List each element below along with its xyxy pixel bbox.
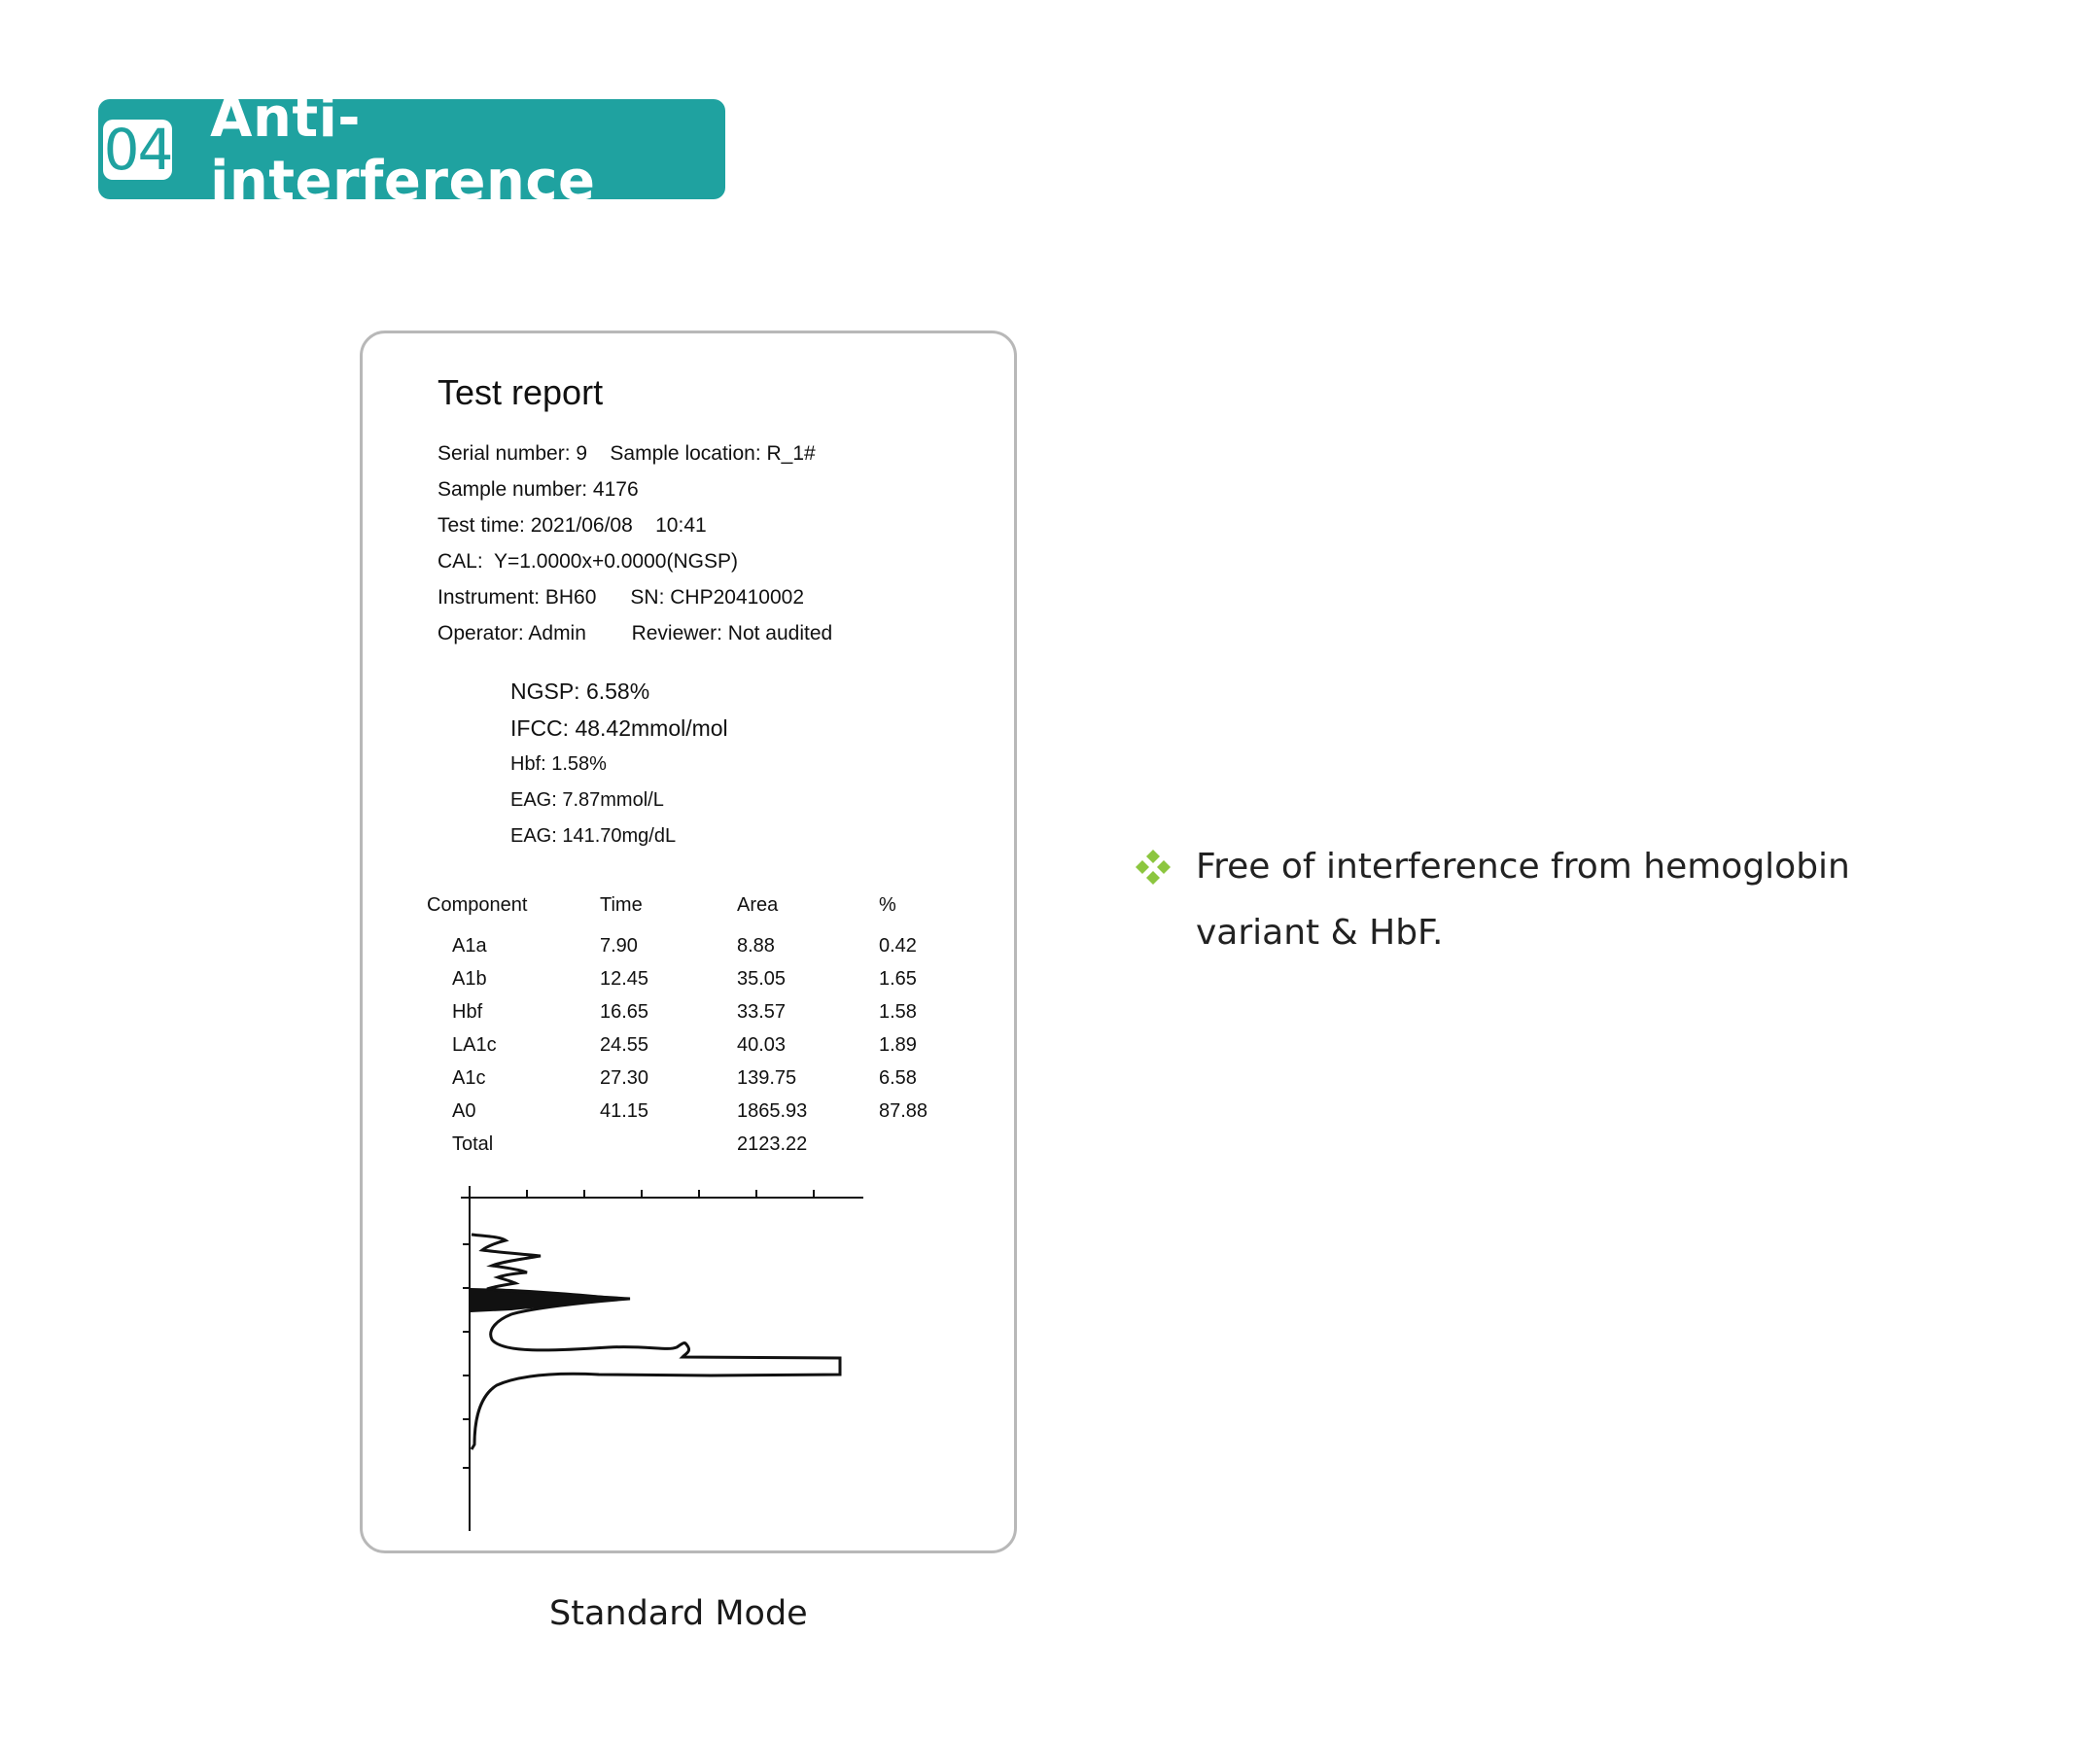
result-ifcc: IFCC: 48.42mmol/mol: [510, 715, 728, 741]
row-la1c-time: 24.55: [600, 1034, 649, 1056]
section-heading: [98, 86, 725, 213]
test-report-card: [360, 331, 1017, 1553]
row-a1a-percent: 0.42: [879, 935, 917, 957]
row-total-area: 2123.22: [737, 1133, 808, 1155]
row-a1a-component: A1a: [452, 935, 487, 957]
row-a1b-area: 35.05: [737, 968, 787, 990]
row-a1a-area: 8.88: [737, 935, 775, 957]
meta-calibration: CAL: Y=1.0000x+0.0000(NGSP): [438, 550, 738, 573]
row-la1c-percent: 1.89: [879, 1034, 917, 1056]
result-ngsp: NGSP: 6.58%: [510, 679, 650, 704]
row-hbf-time: 16.65: [600, 1001, 649, 1023]
row-a0-component: A0: [452, 1100, 476, 1122]
row-la1c-component: LA1c: [452, 1034, 497, 1056]
row-a1b-percent: 1.65: [879, 968, 917, 990]
row-a0-percent: 87.88: [879, 1100, 928, 1122]
meta-sample-number: Sample number: 4176: [438, 478, 639, 501]
meta-instrument: Instrument: BH60 SN: CHP20410002: [438, 586, 805, 609]
meta-serial-line: Serial number: 9 Sample location: R_1#: [438, 442, 816, 465]
row-a1b-time: 12.45: [600, 968, 649, 990]
row-a1c-area: 139.75: [737, 1067, 797, 1089]
table-header-area: Area: [737, 894, 779, 916]
row-a1a-time: 7.90: [600, 935, 638, 957]
four-diamond-icon: [1134, 848, 1172, 887]
chromatogram-chart: [443, 1186, 910, 1546]
row-a1c-component: A1c: [452, 1067, 486, 1089]
row-total-label: Total: [452, 1133, 494, 1155]
table-header-time: Time: [600, 894, 643, 916]
row-a0-area: 1865.93: [737, 1100, 808, 1122]
figure-caption: Standard Mode: [549, 1594, 808, 1633]
section-title: Anti-interference: [210, 86, 596, 213]
row-hbf-percent: 1.58: [879, 1001, 917, 1023]
row-hbf-component: Hbf: [452, 1001, 483, 1023]
result-hbf: Hbf: 1.58%: [510, 753, 607, 775]
meta-operator: Operator: Admin Reviewer: Not audited: [438, 622, 833, 644]
table-header-percent: %: [879, 894, 896, 916]
row-a1c-time: 27.30: [600, 1067, 649, 1089]
row-a1c-percent: 6.58: [879, 1067, 917, 1089]
row-hbf-area: 33.57: [737, 1001, 787, 1023]
feature-bullet-text: Free of interference from hemoglobin variant & HbF.: [1196, 847, 1850, 953]
meta-test-time: Test time: 2021/06/08 10:41: [438, 514, 707, 537]
section-number: 04: [103, 116, 172, 183]
table-header-component: Component: [427, 894, 528, 916]
report-title: Test report: [438, 372, 604, 412]
result-eag-mg: EAG: 141.70mg/dL: [510, 825, 677, 847]
row-a0-time: 41.15: [600, 1100, 649, 1122]
row-la1c-area: 40.03: [737, 1034, 787, 1056]
chromatogram-trace: [472, 1235, 840, 1449]
row-a1b-component: A1b: [452, 968, 487, 990]
result-eag-mmol: EAG: 7.87mmol/L: [510, 789, 664, 811]
